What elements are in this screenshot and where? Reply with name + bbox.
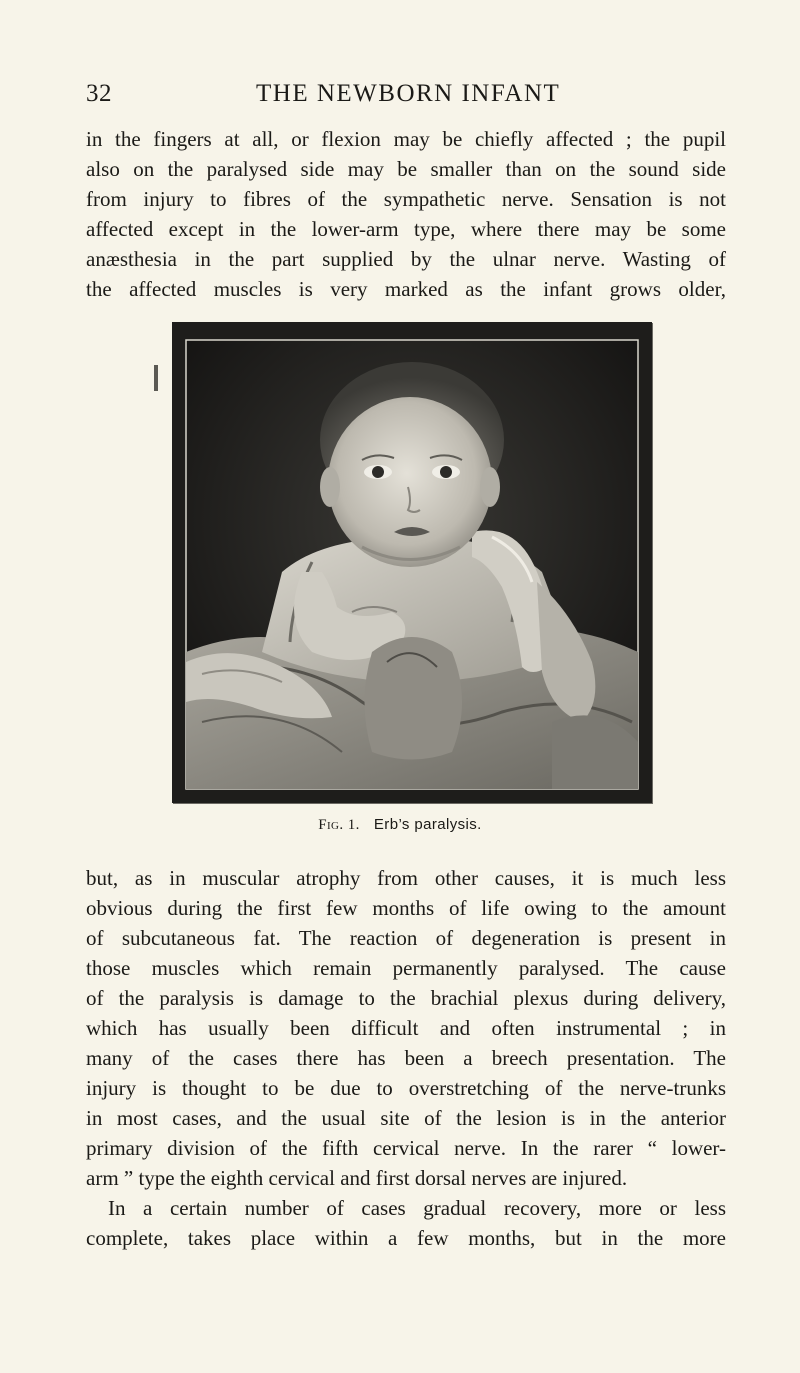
running-head: THE NEWBORN INFANT [256, 80, 561, 107]
figure-photo-infant [172, 322, 652, 803]
text-line: from injury to fibres of the sympathetic nerve. Sensation is not [86, 187, 726, 211]
margin-mark [154, 365, 158, 391]
text-line: in the fingers at all, or flexion may be chiefly affected ; the pupil [86, 127, 726, 151]
text-line: obvious during the first few months of life owing to the amount [86, 896, 726, 920]
text-line: affected except in the lower-arm type, where there may be some [86, 217, 726, 241]
figure-caption [0, 816, 800, 834]
text-line: complete, takes place within a few months, but in the more [86, 1226, 726, 1250]
text-line: the affected muscles is very marked as the infant grows older, [86, 277, 726, 301]
figure-label: Fig. 1. [318, 817, 360, 833]
text-line: arm ” type the eighth cervical and first dorsal nerves are injured. [86, 1166, 628, 1190]
text-line: also on the paralysed side may be smaller than on the sound side [86, 157, 726, 181]
text-line: in most cases, and the usual site of the lesion is in the anterior [86, 1106, 726, 1130]
text-line: of subcutaneous fat. The reaction of degeneration is present in [86, 926, 726, 950]
text-line: injury is thought to be due to overstretching of the nerve-trunks [86, 1076, 726, 1100]
paragraph-bottom [86, 863, 726, 1253]
infant-photo-illustration [172, 322, 652, 803]
text-line: many of the cases there has been a breech presentation. The [86, 1046, 726, 1070]
text-line: but, as in muscular atrophy from other causes, it is much less [86, 866, 726, 890]
text-line: In a certain number of cases gradual recovery, more or less [108, 1196, 726, 1220]
page-header [86, 80, 726, 114]
text-line: which has usually been difficult and often instrumental ; in [86, 1016, 726, 1040]
page-number: 32 [86, 80, 112, 107]
text-line: primary division of the fifth cervical nerve. In the rarer “ lower- [86, 1136, 726, 1160]
text-line: anæsthesia in the part supplied by the ulnar nerve. Wasting of [86, 247, 726, 271]
text-line: of the paralysis is damage to the brachial plexus during delivery, [86, 986, 726, 1010]
text-line: those muscles which remain permanently paralysed. The cause [86, 956, 726, 980]
paragraph-top [86, 124, 726, 304]
figure-title: Erb’s paralysis. [373, 816, 482, 833]
